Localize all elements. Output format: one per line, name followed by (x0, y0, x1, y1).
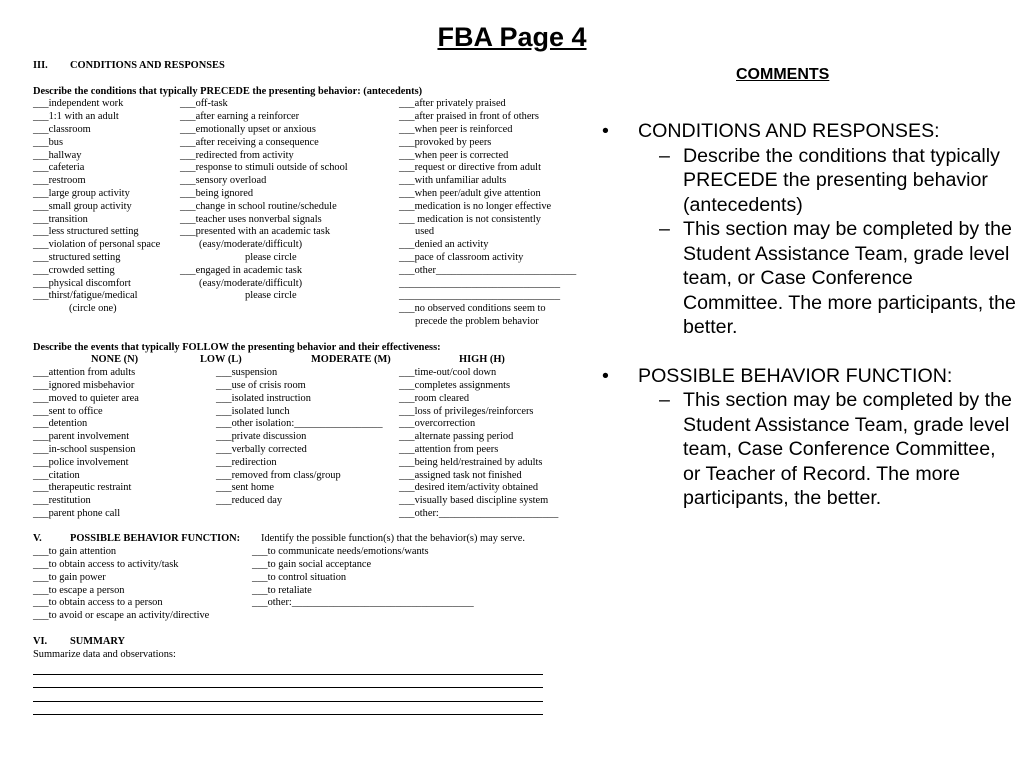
antecedent-item: (circle one) (69, 303, 117, 315)
summary-line (33, 714, 543, 715)
antecedent-row (33, 162, 578, 175)
consequence-item: ___isolated lunch (216, 405, 290, 417)
summary-line (33, 687, 543, 688)
antecedent-item: ___restroom (33, 175, 86, 187)
antecedent-item: ___structured setting (33, 251, 121, 263)
bullet-marker: • (602, 120, 609, 142)
antecedent-row (33, 214, 578, 227)
consequence-item: ___restitution (33, 495, 91, 507)
antecedent-item: ___less structured setting (33, 226, 139, 238)
scale-moderate: MODERATE (M) (311, 354, 391, 366)
consequence-row (33, 470, 578, 483)
comment-bullet-text: POSSIBLE BEHAVIOR FUNCTION: (638, 364, 953, 387)
comments-heading: COMMENTS (736, 66, 830, 83)
comment-bullet (596, 364, 1016, 389)
antecedent-item: _______________________________ (399, 277, 561, 289)
comment-sub-text: This section may be completed by the Student Assistance Team, grade level team, Case Conference Committee, or Teacher of Record. The more participants, the better. (683, 389, 1012, 509)
antecedent-item: ___with unfamiliar adults (399, 175, 507, 187)
function-item: ___to escape a person (33, 584, 125, 596)
antecedent-item: ___bus (33, 136, 64, 148)
section-5-title: POSSIBLE BEHAVIOR FUNCTION: (70, 533, 241, 545)
section-6-title: SUMMARY (70, 635, 126, 647)
antecedent-item: ___physical discomfort (33, 277, 131, 289)
antecedent-item: ___cafeteria (33, 162, 85, 174)
antecedent-row (33, 226, 578, 239)
antecedent-item: ___classroom (33, 123, 91, 135)
consequence-item: ___use of crisis room (216, 379, 306, 391)
antecedent-row (33, 290, 578, 303)
antecedent-item: ___when peer/adult give attention (399, 187, 541, 199)
consequence-item: ___in-school suspension (33, 443, 136, 455)
antecedent-row (33, 239, 578, 252)
antecedent-item: ___medication is no longer effective (399, 200, 552, 212)
consequence-item: ___detention (33, 418, 88, 430)
consequence-item: ___other:_______________________ (399, 507, 559, 519)
scale-none: NONE (N) (91, 354, 139, 366)
antecedent-row (33, 252, 578, 265)
consequence-row (33, 444, 578, 457)
consequence-row (33, 380, 578, 393)
antecedent-item: ___other___________________________ (399, 264, 577, 276)
antecedent-row (33, 265, 578, 278)
antecedent-item: ___ medication is not consistently (399, 213, 541, 225)
summary-line (33, 674, 543, 675)
consequences-prompt: Describe the events that typically FOLLOW the presenting behavior and their effectiveness: (33, 341, 441, 353)
antecedent-item: ___request or directive from adult (399, 162, 541, 174)
antecedent-row (33, 175, 578, 188)
function-row (33, 572, 578, 585)
consequence-row (33, 393, 578, 406)
antecedent-item: ___emotionally upset or anxious (180, 123, 316, 135)
antecedent-row (33, 201, 578, 214)
page-title: FBA Page 4 (437, 22, 587, 52)
comment-sub-text: This section may be completed by the Student Assistance Team, grade level team, or Case Conference Committee. The more participants, the better. (683, 218, 1016, 338)
consequence-row (33, 457, 578, 470)
antecedent-item: ___when peer is reinforced (399, 123, 513, 135)
antecedent-item: ___no observed conditions seem to (399, 303, 546, 315)
antecedent-item: ___large group activity (33, 187, 130, 199)
consequence-item: ___ignored misbehavior (33, 379, 135, 391)
antecedent-row (33, 111, 578, 124)
antecedent-item: please circle (245, 290, 297, 302)
section-3-title: CONDITIONS AND RESPONSES (70, 60, 225, 71)
antecedent-item: ___off-task (180, 98, 228, 110)
antecedent-item: ___redirected from activity (180, 149, 294, 161)
antecedent-item: ___when peer is corrected (399, 149, 509, 161)
consequence-item: ___visually based discipline system (399, 495, 549, 507)
scale-high: HIGH (H) (459, 354, 505, 366)
function-item: ___to communicate needs/emotions/wants (252, 546, 429, 558)
function-checklist (33, 546, 578, 623)
antecedent-item: used (415, 226, 435, 238)
section-6-number: VI. (33, 635, 48, 647)
consequence-item: ___assigned task not finished (399, 469, 522, 481)
consequence-row (33, 418, 578, 431)
consequences-checklist (33, 367, 578, 521)
function-item: ___to avoid or escape an activity/directive (33, 610, 210, 622)
antecedent-item: please circle (245, 251, 297, 263)
antecedent-item: ___independent work (33, 98, 124, 110)
function-item: ___to gain attention (33, 546, 117, 558)
comment-sub-bullet (596, 144, 1016, 218)
consequence-item: ___time-out/cool down (399, 367, 497, 379)
consequence-item: ___desired item/activity obtained (399, 482, 539, 494)
antecedent-item: ___1:1 with an adult (33, 111, 119, 123)
section-3-heading (33, 60, 578, 73)
consequence-item: ___alternate passing period (399, 431, 514, 443)
consequence-item: ___parent phone call (33, 507, 121, 519)
function-item: ___to gain social acceptance (252, 559, 372, 571)
antecedent-row (33, 98, 578, 111)
antecedent-item: ___hallway (33, 149, 82, 161)
summary-prompt: Summarize data and observations: (33, 648, 176, 660)
antecedent-row (33, 188, 578, 201)
antecedent-item: ___thirst/fatigue/medical (33, 290, 138, 302)
antecedents-checklist (33, 98, 578, 328)
function-item: ___to control situation (252, 571, 347, 583)
consequence-item: ___isolated instruction (216, 392, 311, 404)
consequence-item: ___being held/restrained by adults (399, 456, 543, 468)
comment-sub-bullet (596, 388, 1016, 511)
fba-form (33, 60, 578, 728)
scale-low: LOW (L) (200, 354, 242, 366)
function-item: ___to obtain access to activity/task (33, 559, 179, 571)
consequence-row (33, 431, 578, 444)
dash-marker: – (659, 218, 670, 240)
effectiveness-scale (33, 354, 578, 367)
consequence-item: ___removed from class/group (216, 469, 341, 481)
function-item: ___to gain power (33, 571, 106, 583)
consequence-row (33, 406, 578, 419)
function-row (33, 546, 578, 559)
consequence-item: ___loss of privileges/reinforcers (399, 405, 534, 417)
section-6-heading (33, 636, 578, 649)
antecedent-row (33, 150, 578, 163)
dash-marker: – (659, 389, 670, 411)
antecedent-item: ___violation of personal space (33, 239, 161, 251)
antecedent-item: ___teacher uses nonverbal signals (180, 213, 322, 225)
function-item: ___to retaliate (252, 584, 312, 596)
consequence-item: ___sent to office (33, 405, 103, 417)
comment-sub-bullet (596, 217, 1016, 340)
antecedent-item: ___response to stimuli outside of school (180, 162, 348, 174)
consequence-item: ___room cleared (399, 392, 470, 404)
comment-bullet (596, 119, 1016, 144)
function-row (33, 585, 578, 598)
consequence-item: ___private discussion (216, 431, 307, 443)
antecedent-item: ___denied an activity (399, 239, 489, 251)
consequence-row (33, 495, 578, 508)
comment-bullet-text: CONDITIONS AND RESPONSES: (638, 120, 940, 142)
antecedent-item: ___sensory overload (180, 175, 267, 187)
antecedent-row (33, 137, 578, 150)
antecedent-item: ___after privately praised (399, 98, 506, 110)
function-row (33, 610, 578, 623)
section-5-number: V. (33, 533, 42, 545)
consequence-item: ___sent home (216, 482, 275, 494)
consequence-row (33, 367, 578, 380)
consequence-row (33, 508, 578, 521)
consequence-item: ___completes assignments (399, 379, 511, 391)
function-item: ___to obtain access to a person (33, 597, 163, 609)
antecedent-row (33, 124, 578, 137)
dash-marker: – (659, 144, 670, 167)
comment-sub-text: Describe the conditions that typically PRECEDE the presenting behavior (antecedents) (683, 144, 1000, 216)
antecedents-prompt: Describe the conditions that typically PRECEDE the presenting behavior: (antecedents) (33, 85, 423, 97)
antecedent-item: (easy/moderate/difficult) (199, 239, 303, 251)
antecedent-item: ___change in school routine/schedule (180, 200, 337, 212)
antecedent-item: precede the problem behavior (415, 315, 539, 327)
consequence-item: ___reduced day (216, 495, 283, 507)
antecedent-item: ___provoked by peers (399, 136, 492, 148)
antecedent-item: ___after earning a reinforcer (180, 111, 300, 123)
consequence-item: ___suspension (216, 367, 278, 379)
antecedent-item: (easy/moderate/difficult) (199, 277, 303, 289)
consequence-item: ___attention from peers (399, 443, 499, 455)
consequence-item: ___police involvement (33, 456, 129, 468)
function-item: ___other:___________________________________ (252, 597, 474, 609)
antecedent-row (33, 278, 578, 291)
function-row (33, 597, 578, 610)
antecedent-item: ___transition (33, 213, 88, 225)
antecedent-item: ___presented with an academic task (180, 226, 331, 238)
consequence-item: ___citation (33, 469, 80, 481)
consequence-item: ___parent involvement (33, 431, 130, 443)
section-5-instruction: Identify the possible function(s) that the behavior(s) may serve. (261, 533, 526, 545)
section-5-heading (33, 533, 578, 546)
bullet-marker: • (602, 364, 609, 387)
consequence-row (33, 482, 578, 495)
consequence-item: ___overcorrection (399, 418, 476, 430)
antecedent-item: _______________________________ (399, 290, 561, 302)
antecedent-item: ___after receiving a consequence (180, 136, 319, 148)
antecedent-item: ___being ignored (180, 187, 254, 199)
consequence-item: ___therapeutic restraint (33, 482, 132, 494)
consequence-item: ___verbally corrected (216, 443, 307, 455)
antecedent-item: ___after praised in front of others (399, 111, 539, 123)
consequence-item: ___moved to quieter area (33, 392, 139, 404)
antecedent-row (33, 316, 578, 329)
antecedent-row (33, 303, 578, 316)
function-row (33, 559, 578, 572)
summary-line (33, 701, 543, 702)
comments-panel (596, 119, 1016, 511)
antecedent-item: ___crowded setting (33, 264, 115, 276)
consequence-item: ___other isolation:_________________ (216, 418, 383, 430)
section-3-number: III. (33, 60, 48, 71)
antecedent-item: ___pace of classroom activity (399, 251, 524, 263)
antecedent-item: ___small group activity (33, 200, 132, 212)
antecedent-item: ___engaged in academic task (180, 264, 303, 276)
consequence-item: ___redirection (216, 456, 277, 468)
consequence-item: ___attention from adults (33, 367, 136, 379)
